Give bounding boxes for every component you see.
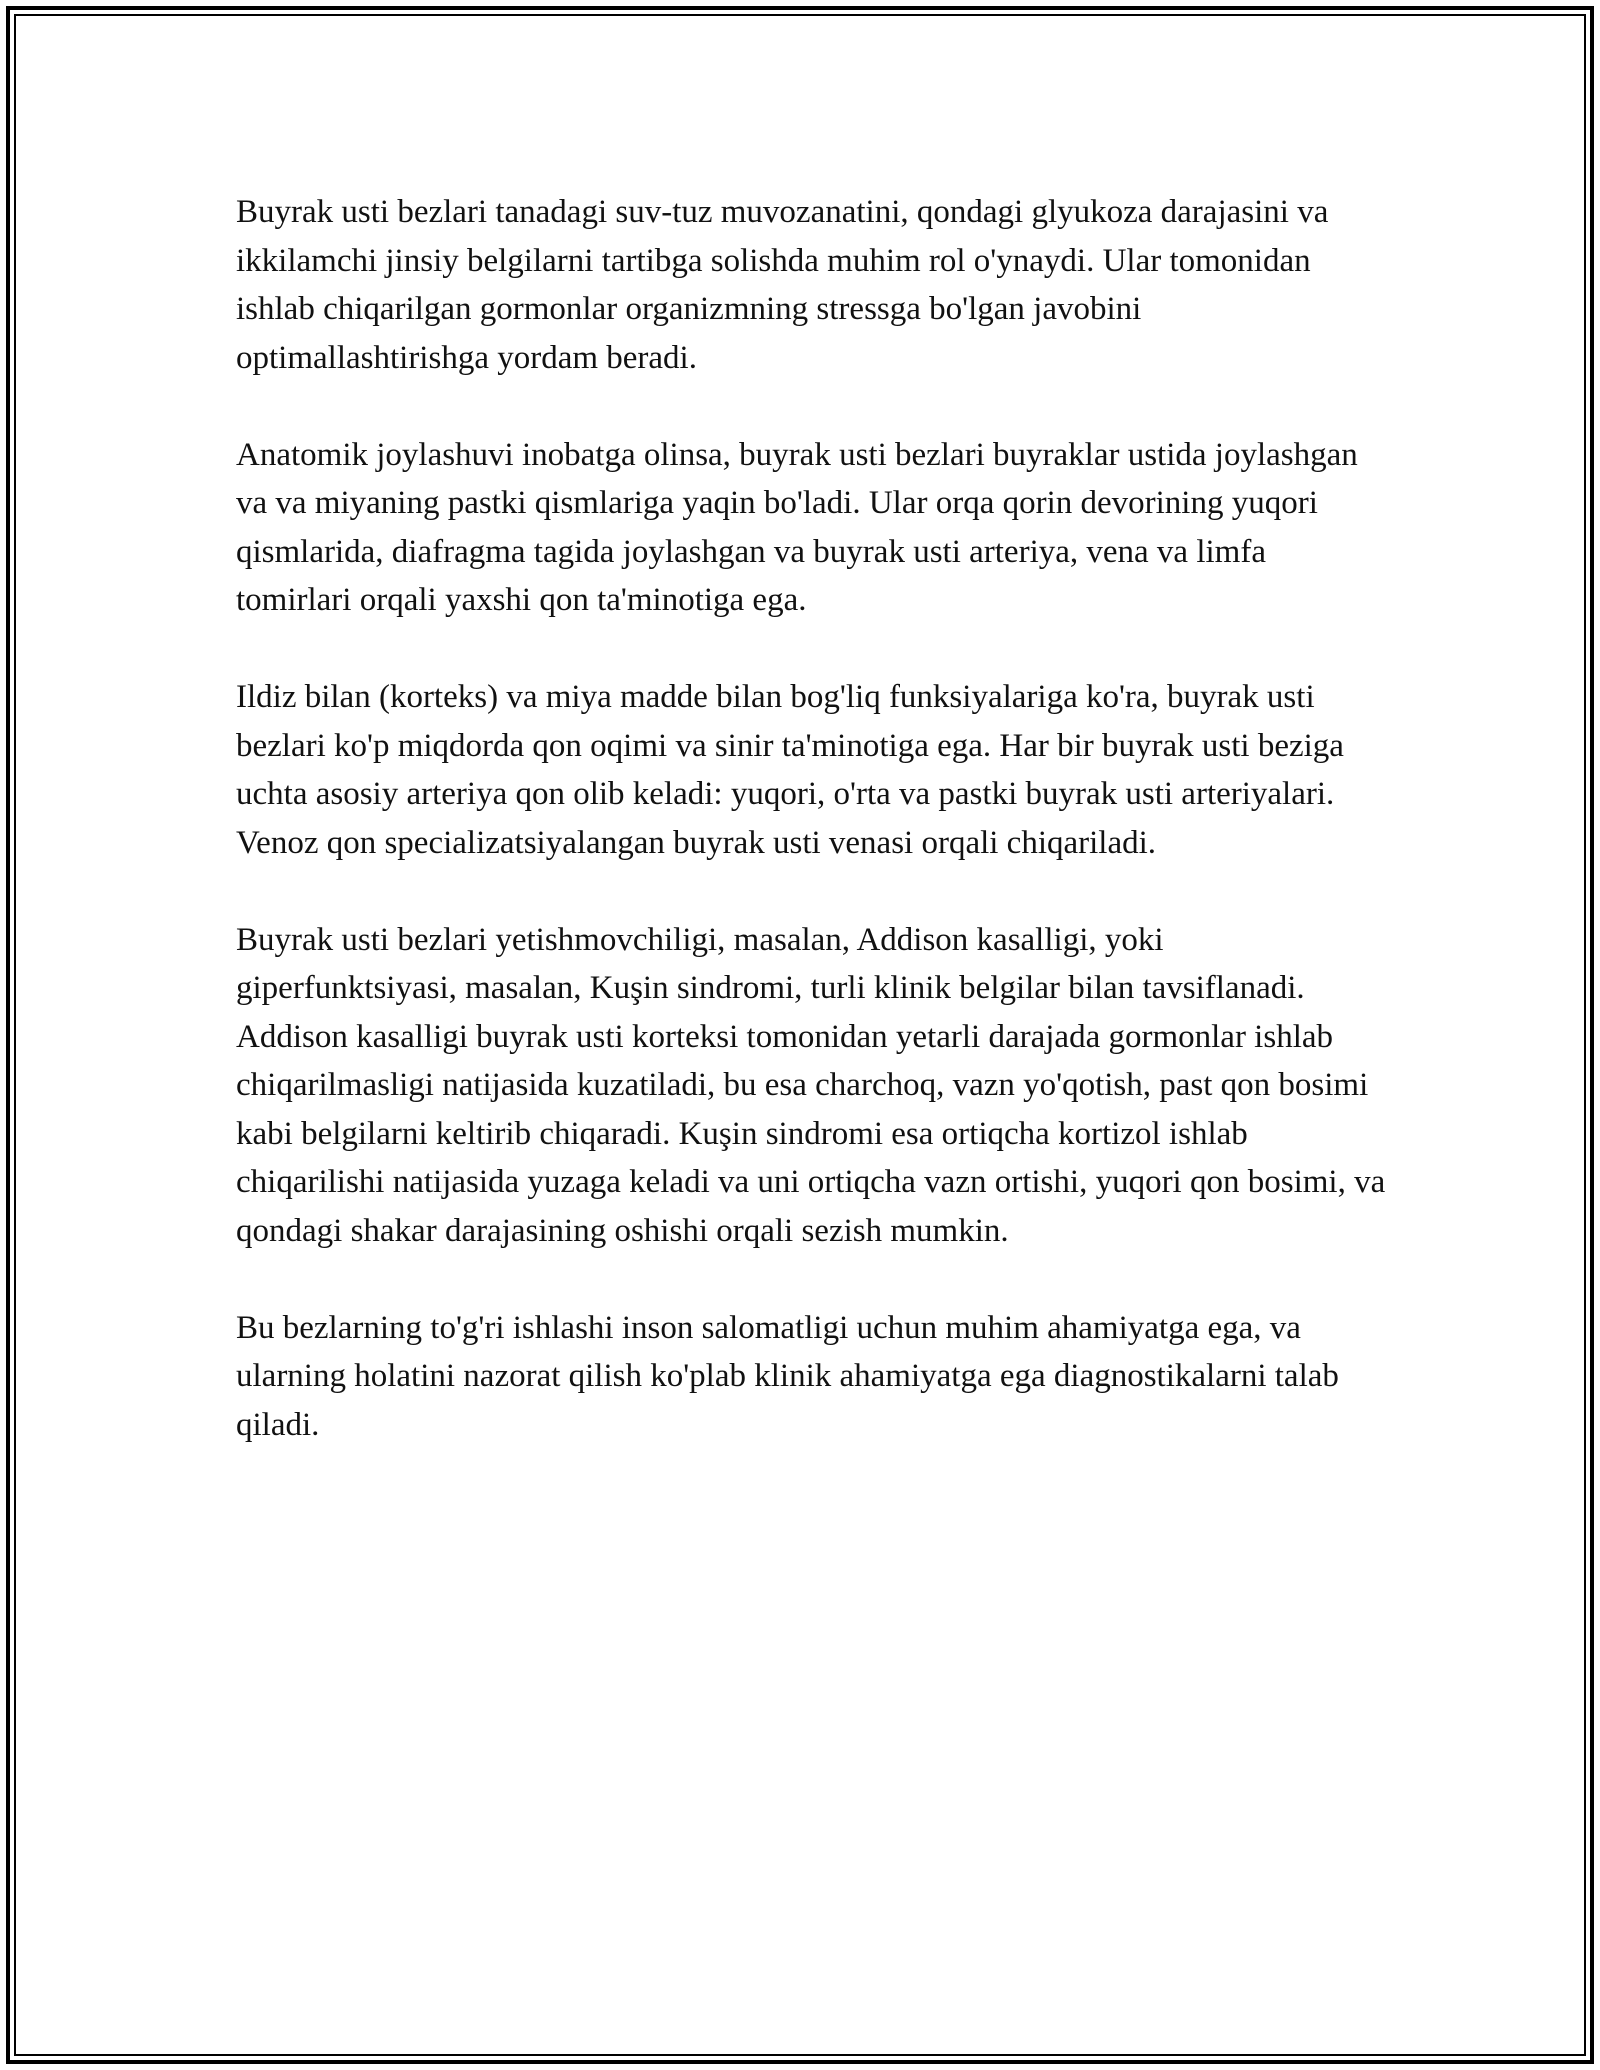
paragraph-2: Anatomik joylashuvi inobatga olinsa, buyrak usti bezlari buyraklar ustida joylashgan va va miyaning pastki qismlariga yaqin bo'ladi. Ular orqa qorin devorining yuqori qismlarida, diafragma tagida joylashgan va buyrak usti arteriya, vena va limfa tomirlari orqali yaxshi qon ta'minotiga ega. <box>236 436 1358 618</box>
document-body <box>236 188 1386 1498</box>
paragraph-1: Buyrak usti bezlari tanadagi suv-tuz muvozanatini, qondagi glyukoza darajasini va ikkilamchi jinsiy belgilarni tartibga solishda muhim rol o'ynaydi. Ular tomonidan ishlab chiqarilgan gormonlar organizmning stressga bo'lgan javobini optimallashtirishga yordam beradi. <box>236 194 1329 376</box>
paragraph-3: Ildiz bilan (korteks) va miya madde bilan bog'liq funksiyalariga ko'ra, buyrak usti bezlari ko'p miqdorda qon oqimi va sinir ta'minotiga ega. Har bir buyrak usti beziga uchta asosiy arteriya qon olib keladi: yuqori, o'rta va pastki buyrak usti arteriyalari. Venoz qon specializatsiyalangan buyrak usti venasi orqali chiqariladi. <box>236 679 1344 861</box>
paragraph-4: Buyrak usti bezlari yetishmovchiligi, masalan, Addison kasalligi, yoki giperfunktsiyasi, masalan, Kuşin sindromi, turli klinik belgilar bilan tavsiflanadi. Addison kasalligi buyrak usti korteksi tomonidan yetarli darajada gormonlar ishlab chiqarilmasligi natijasida kuzatiladi, bu esa charchoq, vazn yo'qotish, past qon bosimi kabi belgilarni keltirib chiqaradi. Kuşin sindromi esa ortiqcha kortizol ishlab chiqarilishi natijasida yuzaga keladi va uni ortiqcha vazn ortishi, yuqori qon bosimi, va qondagi shakar darajasining oshishi orqali sezish mumkin. <box>236 921 1386 1249</box>
paragraph-5: Bu bezlarning to'g'ri ishlashi inson salomatligi uchun muhim ahamiyatga ega, va ularning holatini nazorat qilish ko'plab klinik ahamiyatga ega diagnostikalarni talab qiladi. <box>236 1309 1339 1443</box>
